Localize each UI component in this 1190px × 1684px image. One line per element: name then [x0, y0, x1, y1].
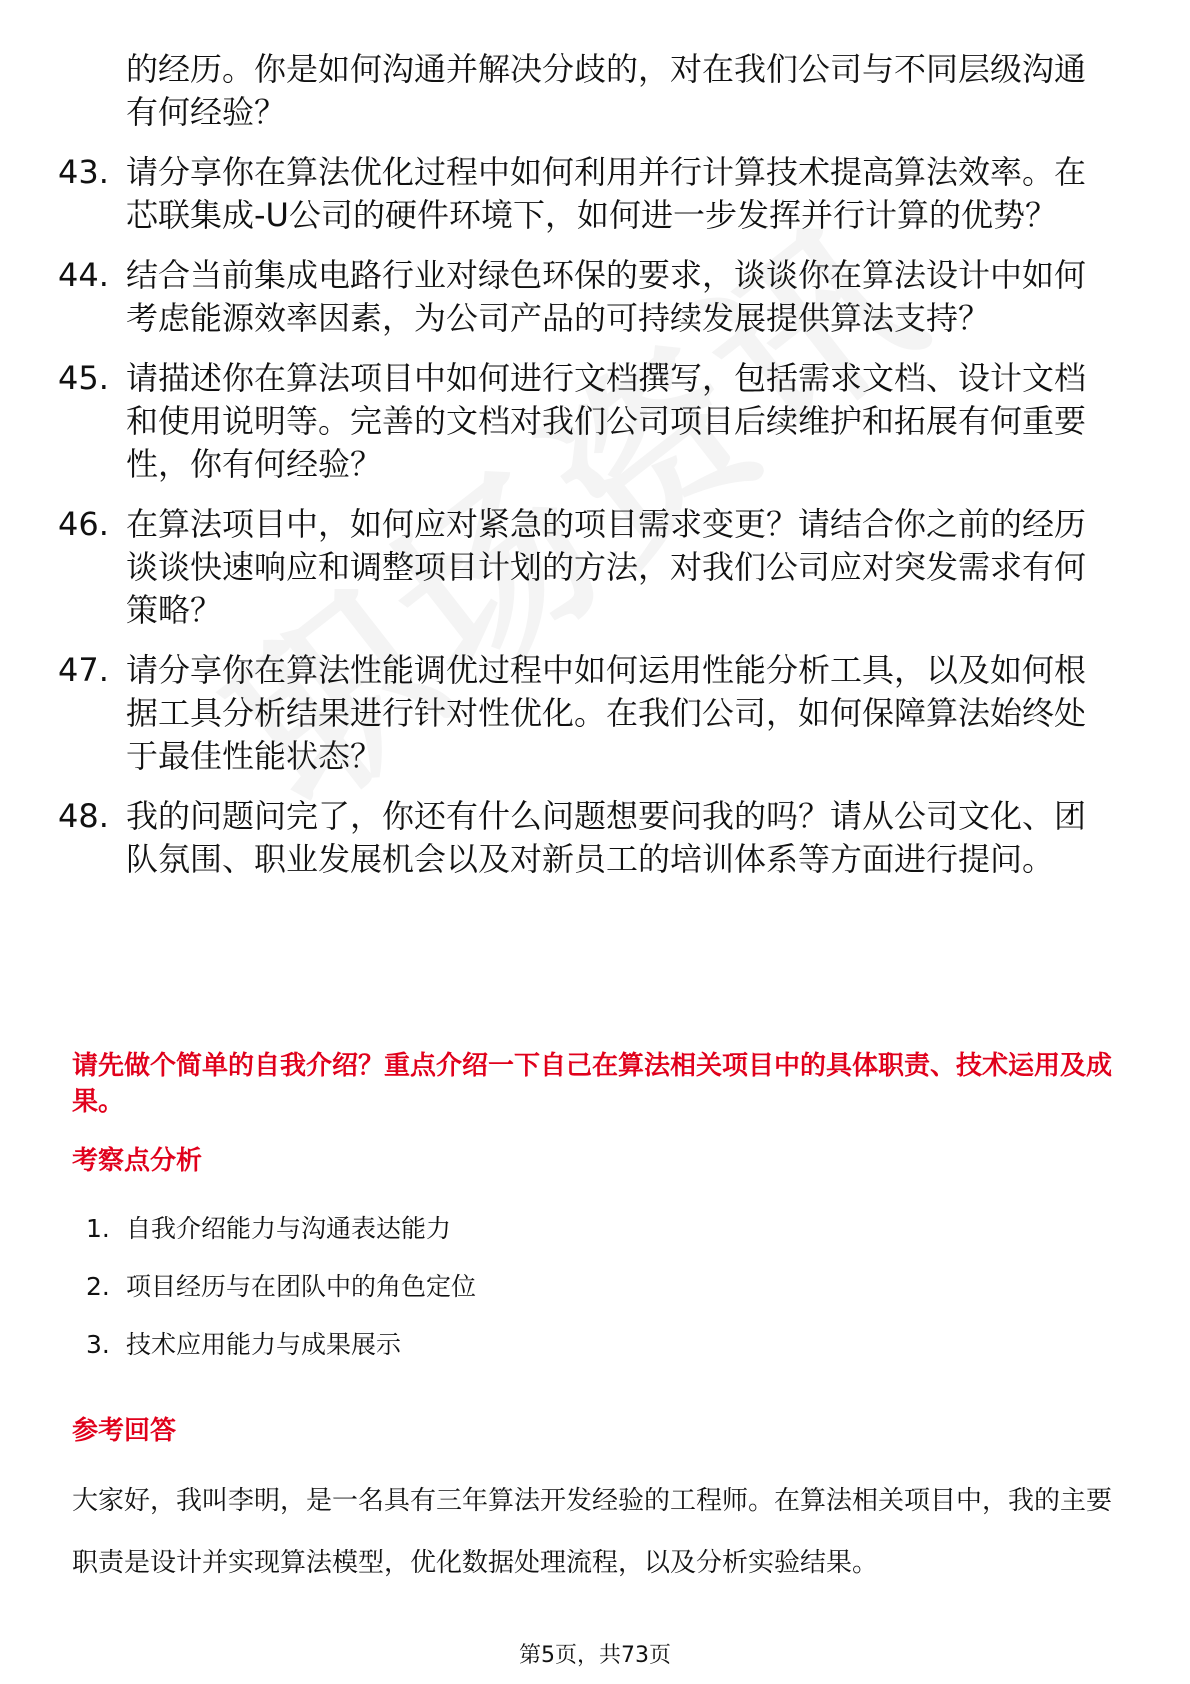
analysis-point	[86, 1258, 476, 1316]
analysis-points	[86, 1200, 476, 1374]
question-number: 47.	[58, 651, 109, 689]
analysis-point-number: 1.	[86, 1214, 110, 1243]
answer-text: 大家好，我叫李明，是一名具有三年算法开发经验的工程师。在算法相关项目中，我的主要职责是设计并实现算法模型，优化数据处理流程，以及分析实验结果。	[72, 1486, 1113, 1578]
question-item	[58, 795, 1108, 881]
analysis-point-text: 技术应用能力与成果展示	[126, 1330, 402, 1359]
question-number: 46.	[58, 505, 109, 543]
question-item	[58, 649, 1108, 778]
analysis-title: 考察点分析	[72, 1146, 203, 1176]
question-text: 请描述你在算法项目中如何进行文档撰写，包括需求文档、设计文档和使用说明等。完善的文档对我们公司项目后续维护和拓展有何重要性，你有何经验？	[126, 359, 1087, 483]
question-item	[58, 357, 1108, 486]
question-number: 44.	[58, 256, 109, 294]
question-item	[58, 254, 1108, 340]
analysis-point-text: 自我介绍能力与沟通表达能力	[126, 1214, 452, 1243]
question-text: 结合当前集成电路行业对绿色环保的要求，谈谈你在算法设计中如何考虑能源效率因素，为公司产品的可持续发展提供算法支持？	[126, 256, 1087, 337]
question-item-continued	[58, 48, 1108, 134]
question-item	[58, 503, 1108, 632]
question-number: 48.	[58, 797, 109, 835]
question-text: 在算法项目中，如何应对紧急的项目需求变更？请结合你之前的经历谈谈快速响应和调整项目计划的方法，对我们公司应对突发需求有何策略？	[126, 505, 1087, 629]
question-text: 我的问题问完了，你还有什么问题想要问我的吗？请从公司文化、团队氛围、职业发展机会以及对新员工的培训体系等方面进行提问。	[126, 797, 1087, 878]
question-text: 请分享你在算法优化过程中如何利用并行计算技术提高算法效率。在芯联集成-U公司的硬件环境下，如何进一步发挥并行计算的优势？	[126, 153, 1087, 234]
analysis-point-text: 项目经历与在团队中的角色定位	[126, 1272, 477, 1301]
question-text: 的经历。你是如何沟通并解决分歧的，对在我们公司与不同层级沟通有何经验？	[126, 50, 1087, 131]
analysis-point	[86, 1200, 476, 1258]
analysis-point	[86, 1316, 476, 1374]
page-footer: 第5页，共73页	[519, 1643, 671, 1668]
question-item	[58, 151, 1108, 237]
question-number: 45.	[58, 359, 109, 397]
question-list	[58, 48, 1108, 898]
answer-title: 参考回答	[72, 1416, 177, 1446]
analysis-point-number: 2.	[86, 1272, 110, 1301]
question-headline: 请先做个简单的自我介绍？重点介绍一下自己在算法相关项目中的具体职责、技术运用及成果。	[72, 1051, 1113, 1117]
question-text: 请分享你在算法性能调优过程中如何运用性能分析工具，以及如何根据工具分析结果进行针对性优化。在我们公司，如何保障算法始终处于最佳性能状态？	[126, 651, 1087, 775]
question-number: 43.	[58, 153, 109, 191]
analysis-point-number: 3.	[86, 1330, 110, 1359]
